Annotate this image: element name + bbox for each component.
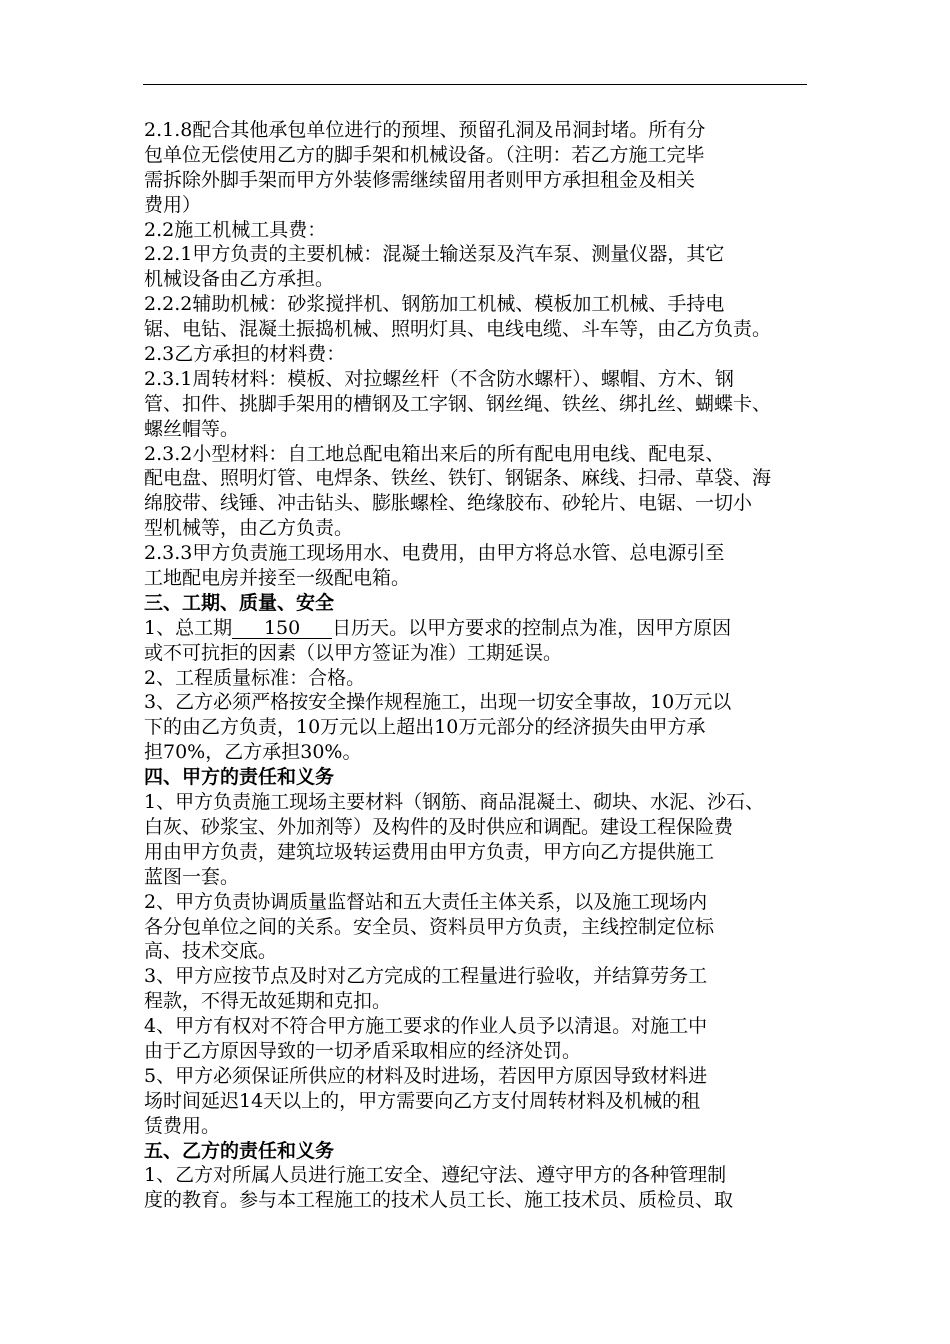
text-line: 螺丝帽等。 — [144, 417, 240, 440]
section-heading — [144, 591, 814, 616]
text-line: 用由甲方负责，建筑垃圾转运费用由甲方负责，甲方向乙方提供施工 — [144, 840, 715, 863]
paragraph — [144, 690, 814, 765]
document-body — [144, 118, 814, 1213]
text-line: 白灰、砂浆宝、外加剂等）及构件的及时供应和调配。建设工程保险费 — [144, 815, 734, 838]
text-line: 2.3乙方承担的材料费： — [144, 343, 346, 366]
text-line: 3、甲方应按节点及时对乙方完成的工程量进行验收，并结算劳务工 — [144, 965, 708, 988]
text-line: 包单位无偿使用乙方的脚手架和机械设备。（注明：若乙方施工完毕 — [144, 143, 705, 166]
text-line: 3、乙方必须严格按安全操作规程施工，出现一切安全事故，10万元以 — [144, 691, 732, 714]
text-line: 2、甲方负责协调质量监督站和五大责任主体关系，以及施工现场内 — [144, 890, 708, 913]
text-line: 高、技术交底。 — [144, 940, 278, 963]
text-line: 赁费用。 — [144, 1114, 221, 1137]
paragraph — [144, 367, 814, 442]
text-line: 2.1.8配合其他承包单位进行的预埋、预留孔洞及吊洞封堵。所有分 — [144, 119, 706, 141]
paragraph — [144, 1163, 814, 1213]
paragraph — [144, 666, 814, 691]
text-line: 2.2.2辅助机械：砂浆搅拌机、钢筋加工机械、模板加工机械、手持电 — [144, 293, 725, 316]
text-line: 管、扣件、挑脚手架用的槽钢及工字钢、钢丝绳、铁丝、绑扎丝、蝴蝶卡、 — [144, 392, 772, 415]
text-line: 程款，不得无故延期和克扣。 — [144, 990, 392, 1013]
paragraph — [144, 964, 814, 1014]
paragraph — [144, 118, 814, 218]
paragraph — [144, 790, 814, 890]
section-heading — [144, 765, 814, 790]
text-line: 度的教育。参与本工程施工的技术人员工长、施工技术员、质检员、取 — [144, 1189, 734, 1212]
duration-value: 150 — [232, 618, 332, 639]
paragraph — [144, 342, 814, 367]
text-line: 2.2.1甲方负责的主要机械：混凝土输送泵及汽车泵、测量仪器，其它 — [144, 243, 725, 266]
paragraph — [144, 890, 814, 965]
paragraph — [144, 218, 814, 243]
text-line: 由于乙方原因导致的一切矛盾采取相应的经济处罚。 — [144, 1039, 582, 1062]
paragraph — [144, 616, 814, 666]
text-line: 费用） — [144, 193, 202, 216]
text-line: 1、甲方负责施工现场主要材料（钢筋、商品混凝土、砌块、水泥、沙石、 — [144, 791, 765, 814]
text-line: 2.3.3甲方负责施工现场用水、电费用，由甲方将总水管、总电源引至 — [144, 542, 725, 565]
text-line: 锯、电钻、混凝土振捣机械、照明灯具、电线电缆、斗车等，由乙方负责。 — [144, 318, 772, 341]
text-line: 配电盘、照明灯管、电焊条、铁丝、铁钉、钢锯条、麻线、扫帚、草袋、海 — [144, 467, 772, 490]
text-line: 或不可抗拒的因素（以甲方签证为准）工期延误。 — [144, 641, 563, 664]
text-line: 2.3.2小型材料：自工地总配电箱出来后的所有配电用电线、配电泵、 — [144, 442, 725, 465]
text-line: 2、工程质量标准：合格。 — [144, 666, 366, 689]
text-line: 2.3.1周转材料：模板、对拉螺丝杆（不含防水螺杆）、螺帽、方木、钢 — [144, 367, 734, 390]
paragraph — [144, 292, 814, 342]
duration-text: 日历天。以甲方要求的控制点为准，因甲方原因 — [332, 616, 732, 639]
text-line: 绵胶带、线锤、冲击钻头、膨胀螺栓、绝缘胶布、砂轮片、电锯、一切小 — [144, 492, 753, 515]
text-line: 机械设备由乙方承担。 — [144, 268, 335, 291]
paragraph — [144, 1014, 814, 1064]
heading-text: 三、工期、质量、安全 — [144, 591, 335, 614]
section-heading — [144, 1139, 814, 1164]
text-line: 下的由乙方负责，10万元以上超出10万元部分的经济损失由甲方承 — [144, 716, 706, 739]
paragraph — [144, 242, 814, 292]
text-line: 型机械等，由乙方负责。 — [144, 517, 354, 540]
header-rule — [143, 84, 807, 85]
text-line: 1、乙方对所属人员进行施工安全、遵纪守法、遵守甲方的各种管理制 — [144, 1164, 727, 1187]
duration-label: 1、总工期 — [144, 616, 233, 639]
text-line: 各分包单位之间的关系。安全员、资料员甲方负责，主线控制定位标 — [144, 915, 715, 938]
text-line: 场时间延迟14天以上的，甲方需要向乙方支付周转材料及机械的租 — [144, 1089, 701, 1112]
paragraph — [144, 541, 814, 591]
text-line: 需拆除外脚手架而甲方外装修需继续留用者则甲方承担租金及相关 — [144, 168, 696, 191]
paragraph — [144, 1064, 814, 1139]
text-line: 5、甲方必须保证所供应的材料及时进场，若因甲方原因导致材料进 — [144, 1064, 708, 1087]
paragraph — [144, 442, 814, 542]
heading-text: 五、乙方的责任和义务 — [144, 1139, 335, 1162]
text-line: 4、甲方有权对不符合甲方施工要求的作业人员予以清退。对施工中 — [144, 1015, 708, 1038]
heading-text: 四、甲方的责任和义务 — [144, 766, 335, 789]
text-line: 担70%，乙方承担30%。 — [144, 741, 362, 764]
text-line — [144, 616, 814, 641]
text-line: 工地配电房并接至一级配电箱。 — [144, 567, 411, 590]
text-line: 2.2施工机械工具费： — [144, 218, 327, 241]
text-line: 蓝图一套。 — [144, 865, 240, 888]
